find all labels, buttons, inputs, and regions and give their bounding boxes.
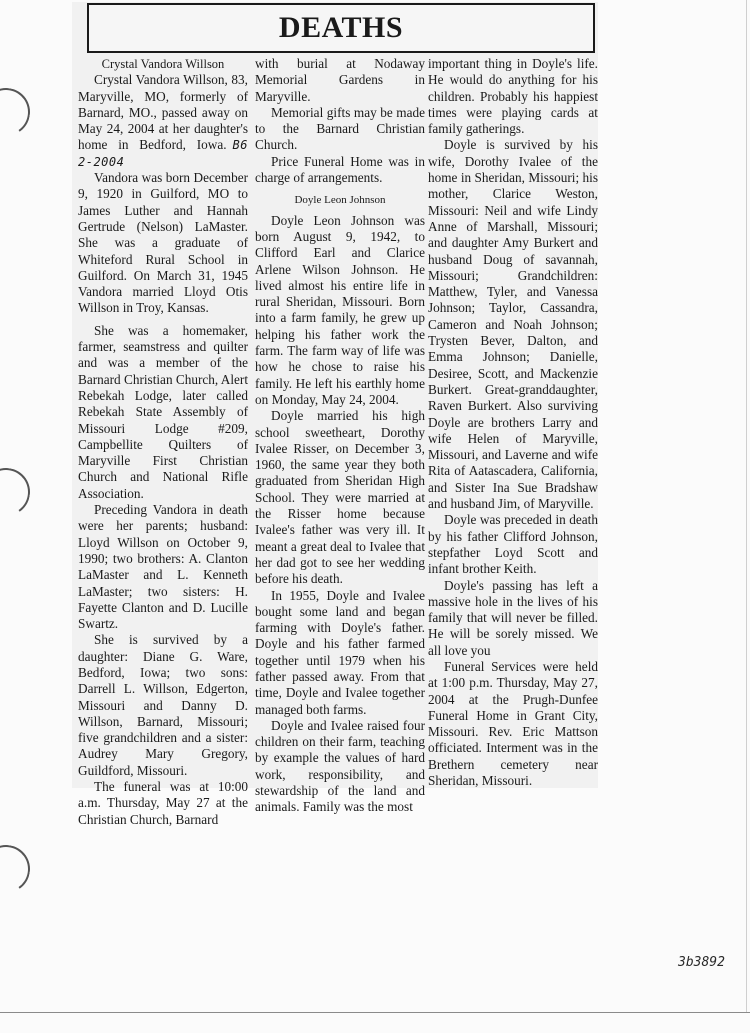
paragraph: Doyle's passing has left a massive hole in the lives of his family that will never be filled. He will be sorely missed. We all love you (428, 577, 598, 658)
paragraph: The funeral was at 10:00 a.m. Thursday, May 27 at the Christian Church, Barnard (78, 779, 248, 827)
paragraph: She was a homemaker, farmer, seamstress and quilter and was a member of the Barnard Christian Church, Alert Rebekah Lodge, later called Rebekah State Assembly of Missouri Lodge #209, Campbellite Quilters of Maryville First Christian Church and National Rifle Association. (78, 322, 249, 501)
column-2 (255, 56, 425, 816)
paragraph: Funeral Services were held at 1:00 p.m. Thursday, May 27, 2004 at the Prugh-Dunfee Funeral Home in Grant City, Missouri. Rev. Eric Mattson officiated. Interment was in the Brethern cemetery near Sheridan, Missouri. (428, 658, 598, 789)
section-header (87, 3, 595, 53)
paragraph: Doyle is survived by his wife, Dorothy Ivalee of the home in Sheridan, Missouri; his mother, Clarice Weston, Missouri: Neil and wife Lindy Anne of Marshall, Missouri; and daughter Amy Burkert and husband Doug of savannah, Missouri; Grandchildren: Matthew, Tyler, and Vanessa Johnson; Taylor, Cassandra, Cameron and Noah Johnson; Trysten Bever, Dalton, and Emma Johnson; Danielle, Desiree, Scott, and Mackenzie Burkert. Great-granddaughter, Raven Burkert. Also surviving Doyle are brothers Larry and wife Helen of Maryville, Missouri, and Laverne and wife Rita of Aatascadera, California, and Sister Ina Sue Bradshaw and husband Jim, of Maryville. (428, 137, 598, 512)
column-3 (428, 56, 598, 789)
paragraph: Doyle married his high school sweetheart, Dorothy Ivalee Risser, on December 3, 1960, the same year they both graduated from Sheridan High School. They were married at the Risser home because Ivalee's father was very ill. It meant a great deal to Ivalee that her dad got to see her wedding before his death. (255, 408, 425, 587)
paragraph: important thing in Doyle's life. He would do anything for his children. Probably his happiest times were playing cards at family gatherings. (428, 56, 598, 137)
handwritten-annotation: 3b3892 (678, 955, 725, 970)
column-1 (78, 56, 248, 828)
paragraph-text: Crystal Vandora Willson, 83, Maryville, MO, formerly of Barnard, MO., passed away on May 24, 2004 at her daughter's home in Bedford, Iowa. (78, 72, 248, 153)
paragraph: Doyle Leon Johnson was born August 9, 1942, to Clifford Earl and Clarice Arlene Wilson Johnson. He lived almost his entire life in rural Sheridan, Missouri. Born into a farm family, he grew up helping his father work the farm. The farm way of life was how he chose to raise his family. He left his earthly home on Monday, May 24, 2004. (255, 212, 425, 407)
paragraph: Price Funeral Home was in charge of arrangements. (255, 153, 425, 186)
paragraph: Doyle and Ivalee raised four children on their farm, teaching by example the values of hard work, responsibility, and stewardship of the land and animals. Family was the most (255, 717, 425, 815)
paragraph (78, 72, 248, 170)
punch-hole-top (0, 84, 34, 140)
section-title: DEATHS (278, 11, 404, 44)
punch-hole-bottom (0, 841, 34, 897)
handwritten-date: B6 2-2004 (78, 138, 248, 169)
obituary-heading-willson: Crystal Vandora Willson (101, 57, 225, 71)
paragraph: Doyle was preceded in death by his father Clifford Johnson, stepfather Loyd Scott and infant brother Keith. (428, 512, 598, 577)
paragraph: Preceding Vandora in death were her parents; husband: Lloyd Willson on October 9, 1990; two brothers: A. Clanton LaMaster and L. Kenneth LaMaster; two sisters: H. Fayette Clanton and D. Lucille Swartz. (78, 502, 248, 632)
paragraph: She is survived by a daughter: Diane G. Ware, Bedford, Iowa; two sons: Darrell L. Willson, Edgerton, Missouri and Danny D. Willson, Barnard, Missouri; five grandchildren and a sister: Audrey Mary Gregory, Guildford, Missouri. (78, 632, 248, 778)
paragraph: Memorial gifts may be made to the Barnard Christian Church. (255, 104, 425, 153)
punch-hole-middle (0, 464, 34, 520)
paragraph: with burial at Nodaway Memorial Gardens in Maryville. (255, 56, 425, 104)
scan-bottom-edge (0, 1012, 750, 1013)
scan-edge (746, 0, 747, 1012)
obituary-heading-johnson: Doyle Leon Johnson (294, 194, 386, 207)
paragraph: In 1955, Doyle and Ivalee bought some land and began farming with Doyle's father. Doyle and his father farmed together until 1979 when his father passed away. From that time, Doyle and Ivalee together managed both farms. (255, 587, 425, 717)
paragraph: Vandora was born December 9, 1920 in Guilford, MO to James Luther and Hannah Gertrude (Nelson) LaMaster. She was a graduate of Whiteford Rural School in Guilford. On March 31, 1945 Vandora married Lloyd Otis Willson in Troy, Kansas. (78, 170, 248, 316)
